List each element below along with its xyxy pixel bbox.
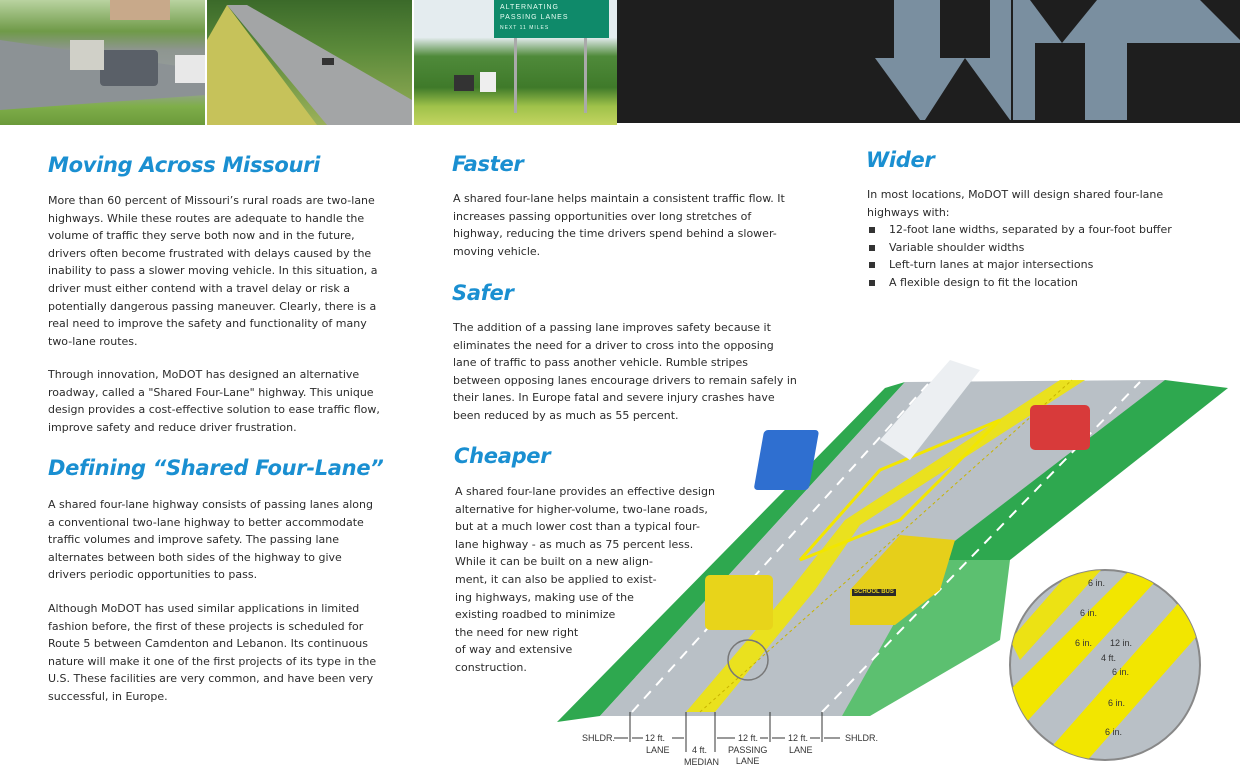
detail-dim-7: 6 in.: [1108, 698, 1126, 708]
dim-lane2-label: LANE: [789, 745, 813, 755]
detail-dim-4: 12 in.: [1110, 638, 1133, 648]
heading-wider: Wider: [866, 148, 935, 172]
dim-shldr-right: SHLDR.: [845, 733, 879, 743]
heading-moving-across-missouri: Moving Across Missouri: [48, 153, 321, 177]
dim-lane1-width: 12 ft.: [645, 733, 666, 743]
heading-faster: Faster: [452, 152, 524, 176]
blue-truck: [754, 430, 820, 490]
faster-paragraph: A shared four-lane helps maintain a consistent traffic flow. It increases passing opportunities over long stretches of highway, reducing the time drivers spend behind a slower-moving vehicle.: [453, 192, 785, 258]
wider-bullet-list: [867, 221, 1207, 291]
dim-lane1-label: LANE: [646, 745, 670, 755]
red-pickup: [1030, 405, 1090, 450]
detail-dim-8: 6 in.: [1105, 727, 1123, 737]
list-item: Variable shoulder widths: [867, 239, 1207, 257]
detail-dim-5: 4 ft.: [1098, 653, 1119, 664]
defining-paragraph-2: Although MoDOT has used similar applications in limited fashion before, the first of these projects is scheduled for Route 5 between Camdenton and Lebanon. Its continuous nature will make it one of the first projects of its type in the U.S. These facilities are very common, and have been very successful, in Europe.: [48, 602, 377, 703]
detail-dim-1: 6 in.: [1088, 578, 1106, 588]
list-item: A flexible design to fit the location: [867, 274, 1207, 292]
school-bus-sign: SCHOOL BUS: [854, 589, 894, 595]
moving-paragraph-1: More than 60 percent of Missouri’s rural roads are two-lane highways. While these routes are adequate to handle the volume of traffic they serve both now and in the future, drivers often become frustrated with delays caused by the inability to pass a slower moving vehicle. In this situation, a driver must either contend with a travel delay or risk a potentially dangerous passing maneuver. Clearly, there is a real need to improve the safety and functionality of many two-lane routes.: [48, 194, 378, 348]
list-item: 12-foot lane widths, separated by a four-foot buffer: [867, 221, 1207, 239]
detail-dim-3: 6 in.: [1075, 638, 1093, 648]
moving-paragraph-2: Through innovation, MoDOT has designed an alternative roadway, called a "Shared Four-Lane" highway. This unique design provides a cost-effective solution to ease traffic flow, improve safety and reduce driver frustration.: [48, 368, 380, 434]
detail-dim-6: 6 in.: [1112, 667, 1130, 677]
detail-dim-2: 6 in.: [1080, 608, 1098, 618]
dim-passing-label: PASSING LANE: [728, 745, 768, 766]
defining-paragraph-1: A shared four-lane highway consists of passing lanes along a conventional two-lane highway to better accommodate traffic volumes and improve safety. The passing lane alternates between both sides of the highway to give drivers periodic opportunities to pass.: [48, 498, 373, 582]
dim-passing-width: 12 ft.: [738, 733, 759, 743]
wider-intro: In most locations, MoDOT will design shared four-lane highways with:: [867, 188, 1164, 219]
cheaper-paragraph: A shared four-lane provides an effective design alternative for higher-volume, two-lane roads, but at a much lower cost than a typical four- lane highway - as much as 75 percent less. While it can be built on a new align- ment, it can also be applied to exist- ing highways, making use of the existing roadbed to minimize the need for new right of way and extensive construction.: [455, 485, 715, 674]
list-item: Left-turn lanes at major intersections: [867, 256, 1207, 274]
highway-sign: ALTERNATING PASSING LANES NEXT 11 MILES: [494, 0, 609, 38]
dim-shldr-left: SHLDR.: [582, 733, 616, 743]
rumble-detail-circle: [1000, 560, 1220, 777]
dim-median-label: MEDIAN: [684, 757, 720, 767]
heading-safer: Safer: [452, 281, 514, 305]
heading-defining-shared-four-lane: Defining “Shared Four-Lane”: [48, 456, 384, 480]
heading-cheaper: Cheaper: [454, 444, 551, 468]
dim-lane2-width: 12 ft.: [788, 733, 809, 743]
safer-paragraph: The addition of a passing lane improves safety because it eliminates the need for a driver to cross into the opposing lane of traffic to pass another vehicle. Rumble stripes between opposing lanes encourage drivers to remain safely in their lanes. In Europe fatal and severe injury crashes have been reduced by as much as 55 percent.: [453, 321, 797, 422]
dim-median-width: 4 ft.: [692, 745, 708, 755]
